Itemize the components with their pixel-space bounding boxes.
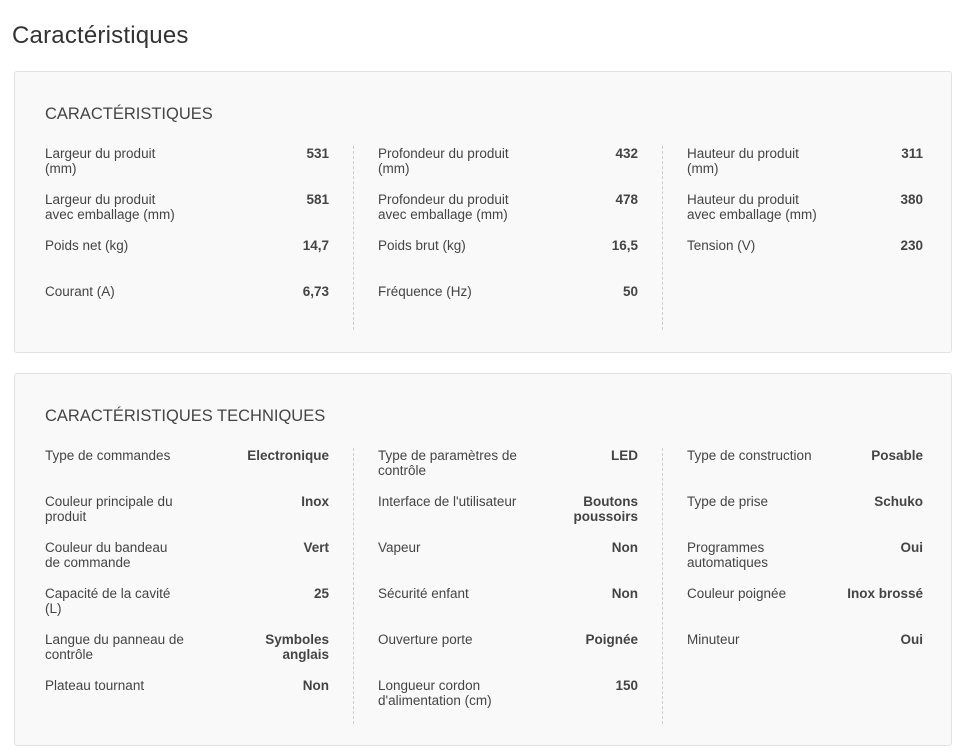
spec-value: Boutons poussoirs <box>573 494 638 524</box>
spec-label: Poids brut (kg) <box>378 238 466 253</box>
section-title: CARACTÉRISTIQUES <box>45 105 213 123</box>
spec-row <box>687 238 923 284</box>
spec-value: Inox brossé <box>847 586 923 601</box>
spec-value: Non <box>611 540 638 555</box>
spec-value: Oui <box>900 632 923 647</box>
spec-label: Hauteur du produit (mm) <box>687 146 799 176</box>
spec-value: 150 <box>615 678 638 693</box>
spec-row <box>378 494 638 540</box>
spec-row <box>45 448 329 494</box>
spec-label: Type de paramètres de contrôle <box>378 448 517 478</box>
spec-value: Non <box>611 586 638 601</box>
spec-row <box>45 632 329 678</box>
spec-label: Type de prise <box>687 494 769 509</box>
spec-label: Type de construction <box>687 448 812 463</box>
spec-value: 6,73 <box>302 284 329 299</box>
spec-row <box>378 586 638 632</box>
spec-label: Vapeur <box>378 540 421 555</box>
spec-label: Courant (A) <box>45 284 115 299</box>
spec-label: Sécurité enfant <box>378 586 469 601</box>
spec-value: Electronique <box>247 448 329 463</box>
spec-value: 531 <box>306 146 329 161</box>
spec-row <box>687 494 923 540</box>
spec-column <box>45 146 354 330</box>
spec-value: Schuko <box>874 494 923 509</box>
spec-value: LED <box>611 448 638 463</box>
spec-value: Poignée <box>585 632 638 647</box>
spec-value: 14,7 <box>302 238 329 253</box>
spec-value: 16,5 <box>611 238 638 253</box>
spec-label: Type de commandes <box>45 448 171 463</box>
spec-value: 230 <box>900 238 923 253</box>
spec-value: Oui <box>900 540 923 555</box>
spec-label: Langue du panneau de contrôle <box>45 632 184 662</box>
spec-row <box>45 238 329 284</box>
spec-grid <box>45 146 923 330</box>
spec-label: Programmes automatiques <box>687 540 769 570</box>
spec-label: Largeur du produit (mm) <box>45 146 156 176</box>
spec-label: Hauteur du produit avec emballage (mm) <box>687 192 817 222</box>
spec-label: Poids net (kg) <box>45 238 129 253</box>
spec-label: Minuteur <box>687 632 740 647</box>
spec-value: Non <box>302 678 329 693</box>
spec-value: 311 <box>901 146 923 161</box>
section-title: CARACTÉRISTIQUES TECHNIQUES <box>45 407 326 425</box>
spec-row <box>687 448 923 494</box>
spec-column <box>663 448 923 724</box>
spec-label: Longueur cordon d'alimentation (cm) <box>378 678 492 708</box>
spec-row <box>378 146 638 192</box>
spec-grid <box>45 448 923 724</box>
spec-value: 478 <box>615 192 638 207</box>
spec-row <box>378 540 638 586</box>
spec-row <box>378 238 638 284</box>
spec-label: Couleur du bandeau de commande <box>45 540 168 570</box>
spec-row <box>45 678 329 724</box>
spec-label: Couleur poignée <box>687 586 787 601</box>
spec-value: 25 <box>313 586 329 601</box>
spec-column <box>354 448 663 724</box>
spec-row <box>687 192 923 238</box>
section-caracteristiques <box>14 71 952 353</box>
spec-value: Posable <box>871 448 923 463</box>
spec-column <box>354 146 663 330</box>
spec-column <box>663 146 923 330</box>
spec-row <box>45 540 329 586</box>
spec-row <box>378 448 638 494</box>
spec-value: 50 <box>622 284 638 299</box>
spec-row <box>45 586 329 632</box>
spec-row <box>687 586 923 632</box>
spec-label: Capacité de la cavité (L) <box>45 586 171 616</box>
spec-value: Inox <box>301 494 329 509</box>
spec-label: Largeur du produit avec emballage (mm) <box>45 192 175 222</box>
spec-value: 581 <box>306 192 329 207</box>
spec-label: Interface de l'utilisateur <box>378 494 517 509</box>
spec-row <box>378 632 638 678</box>
spec-row <box>687 540 923 586</box>
spec-value: 380 <box>900 192 923 207</box>
spec-label: Couleur principale du produit <box>45 494 173 524</box>
spec-row <box>687 146 923 192</box>
spec-label: Tension (V) <box>687 238 756 253</box>
spec-row <box>378 192 638 238</box>
spec-label: Profondeur du produit (mm) <box>378 146 509 176</box>
spec-column <box>45 448 354 724</box>
spec-row <box>45 146 329 192</box>
spec-label: Fréquence (Hz) <box>378 284 472 299</box>
spec-row <box>45 192 329 238</box>
spec-value: Symboles anglais <box>265 632 329 662</box>
spec-row <box>378 284 638 330</box>
spec-row <box>378 678 638 724</box>
spec-row <box>45 494 329 540</box>
spec-label: Profondeur du produit avec emballage (mm) <box>378 192 509 222</box>
page-title: Caractéristiques <box>12 22 189 49</box>
spec-label: Ouverture porte <box>378 632 473 647</box>
section-caracteristiques-techniques <box>14 373 952 746</box>
spec-value: 432 <box>615 146 638 161</box>
spec-value: Vert <box>303 540 329 555</box>
spec-label: Plateau tournant <box>45 678 145 693</box>
spec-row <box>45 284 329 330</box>
spec-row <box>687 632 923 678</box>
